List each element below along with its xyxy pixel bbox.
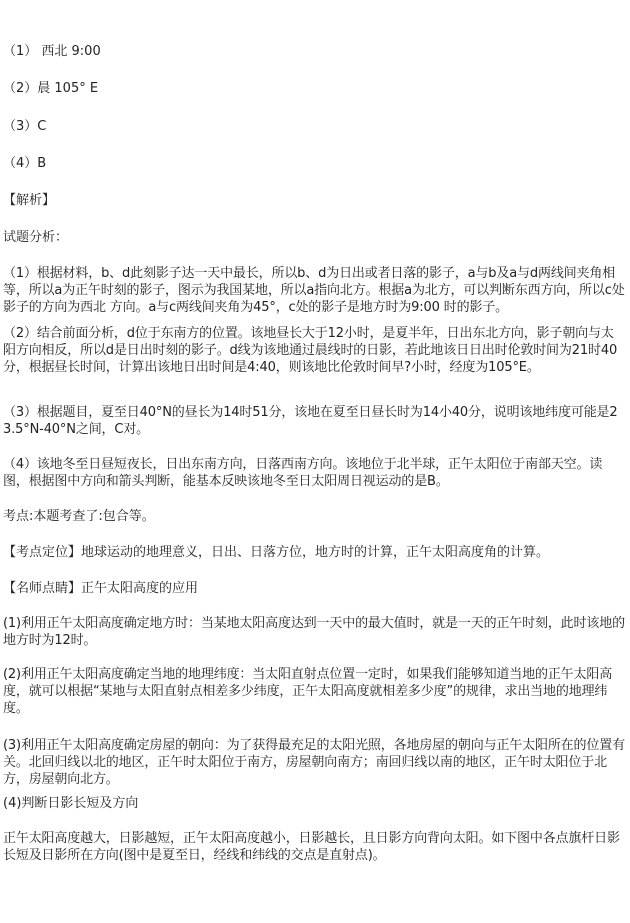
tip-1: (1)利用正午太阳高度确定地方时：当某地太阳高度达到一天中的最大值时，就是一天的正午时刻，此时该地的地方时为12时。	[3, 616, 625, 648]
final-paragraph: 正午太阳高度越大，日影越短，正午太阳高度越小，日影越长，且日影方向背向太阳。如下图中各点旗杆日影长短及日影所在方向(图中是夏至日，经线和纬线的交点是直射点)。	[3, 831, 620, 863]
answer-3: （3）C	[3, 119, 47, 134]
answer-2: （2）晨 105° E	[3, 81, 99, 96]
tip-3: (3)利用正午太阳高度确定房屋的朝向：为了获得最充足的太阳光照，各地房屋的朝向与正午太阳所在的位置有关。北回归线以北的地区，正午时太阳位于南方，房屋朝向南方；南回归线以南的地区，正午时太阳位于北方，房屋朝向北方。	[3, 738, 625, 787]
analysis-paragraph-4: （4）该地冬至日昼短夜长，日出东南方向，日落西南方向。该地位于北半球，正午太阳位于南部天空。读图，根据图中方向和箭头判断，能基本反映该地冬至日太阳周日视运动的是B。	[3, 457, 603, 489]
tip-4: (4)判断日影长短及方向	[3, 796, 139, 811]
analysis-intro: 试题分析：	[3, 230, 69, 245]
mingshi-dianjing: 【名师点睛】正午太阳高度的应用	[3, 581, 199, 596]
answer-4: （4）B	[3, 156, 47, 171]
analysis-paragraph-3: （3）根据题目，夏至日40°N的昼长为14时51分，该地在夏至日昼长时为14小40分，说明该地纬度可能是23.5°N-40°N之间，C对。	[3, 405, 618, 437]
kaodian-dingwei: 【考点定位】地球运动的地理意义，日出、日落方位，地方时的计算，正午太阳高度角的计算。	[3, 545, 550, 560]
kaodian: 考点:本题考查了:包合等。	[3, 509, 155, 524]
analysis-paragraph-1: （1）根据材料，b、d此刻影子达一天中最长，所以b、d为日出或者日落的影子，a与b及a与d两线间夹角相等，所以a为正午时刻的影子，图示为我国某地，所以a指向北方。根据a为北方，可以判断东西方向，所以c处影子的方向为西北 方向。a与c两线间夹角为45°，c处的影子是地方时为9:00 时的影子。	[3, 266, 625, 315]
tip-2: (2)利用正午太阳高度确定当地的地理纬度：当太阳直射点位置一定时，如果我们能够知道当地的正午太阳高度，就可以根据“某地与太阳直射点相差多少纬度，正午太阳高度就相差多少度”的规律，求出当地的地理纬度。	[3, 667, 613, 716]
analysis-heading: 【解析】	[3, 193, 56, 208]
answer-1: （1） 西北 9:00	[3, 44, 101, 59]
analysis-paragraph-2: （2）结合前面分析，d位于东南方的位置。该地昼长大于12小时，是夏半年，日出东北方向，影子朝向与太阳方向相反，所以d是日出时刻的影子。d线为该地通过晨线时的日影，若此地该日日出时伦敦时间为21时40分，根据昼长时间，计算出该地日出时间是4:40，则该地比伦敦时间早?小时，经度为105°E。	[3, 326, 618, 375]
